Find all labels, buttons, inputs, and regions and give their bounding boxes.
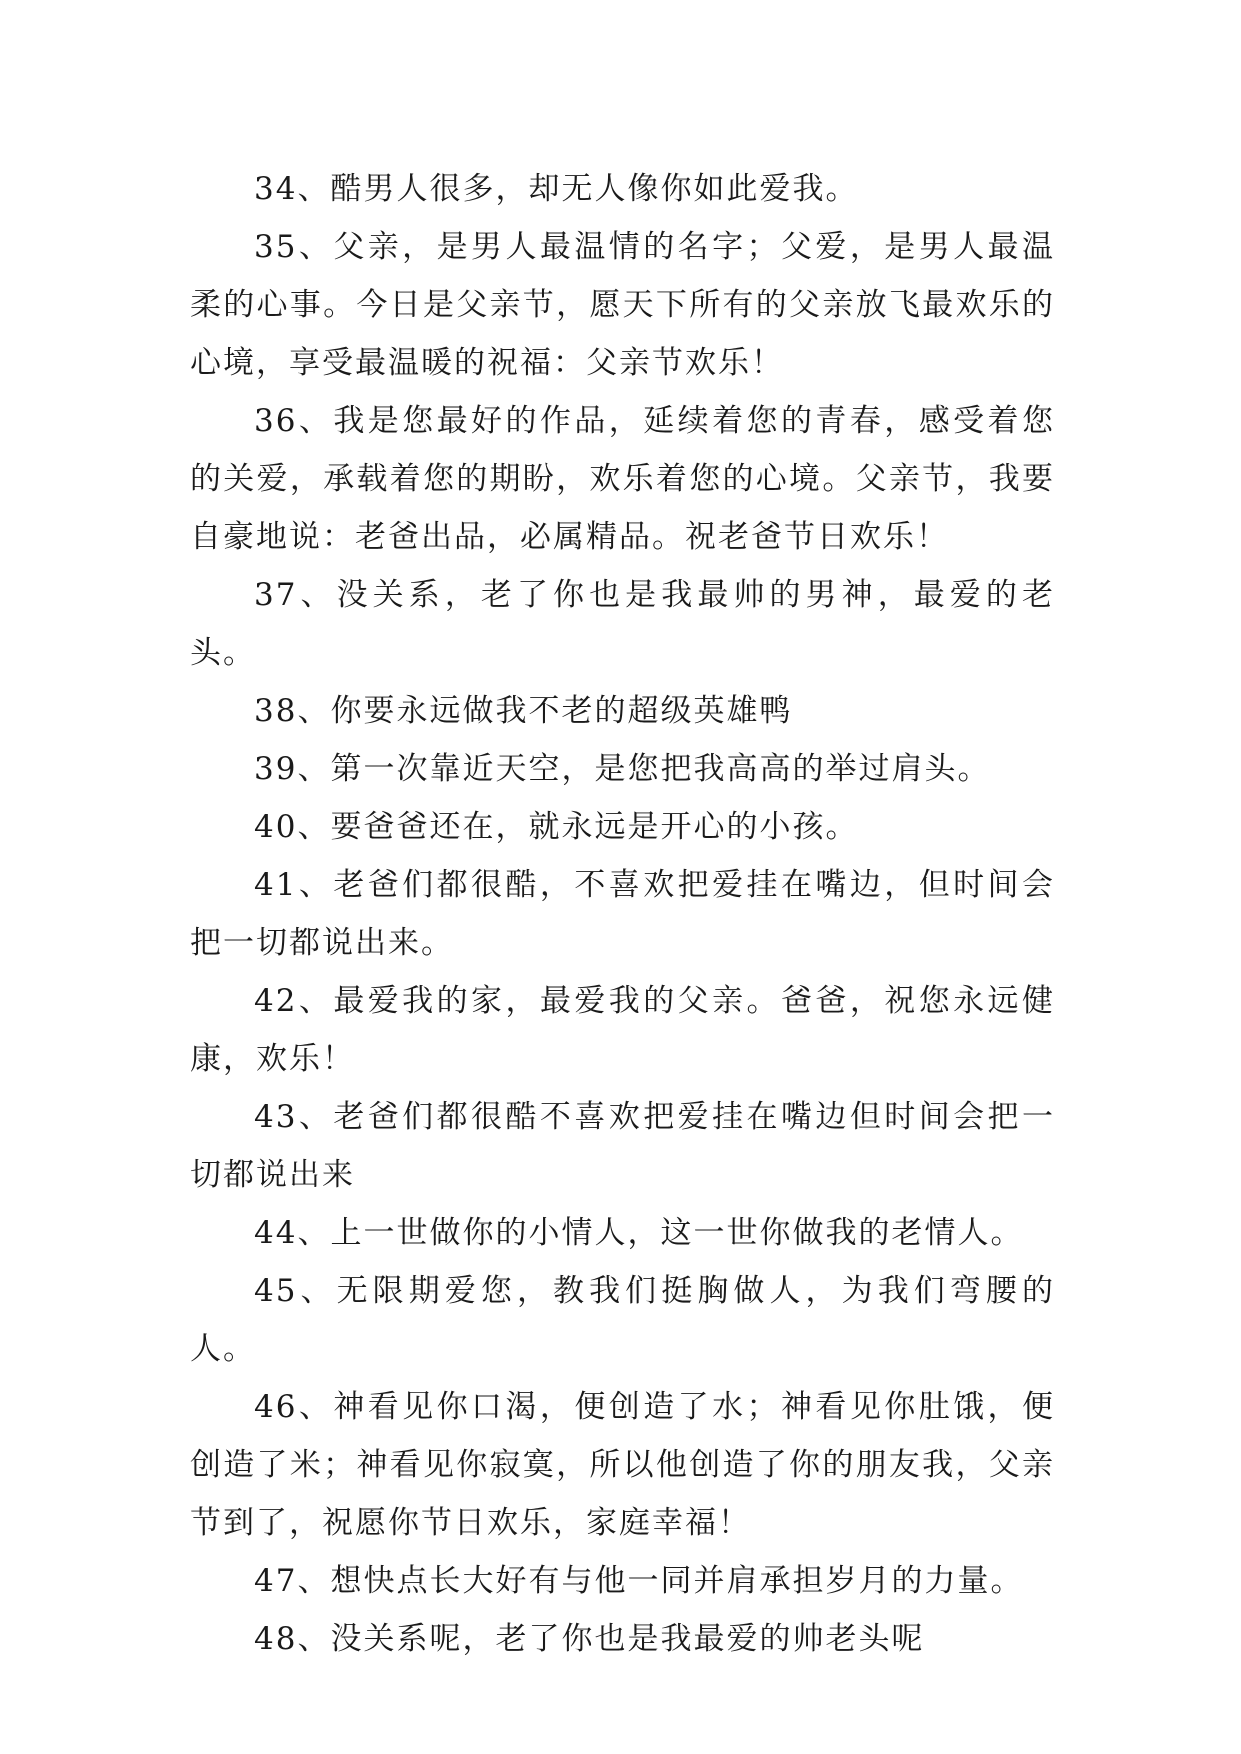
paragraph-38: 38、你要永远做我不老的超级英雄鸭 — [254, 693, 793, 729]
paragraph-36: 36、我是您最好的作品，延续着您的青春，感受着您的关爱，承载着您的期盼，欢乐着您的心境。父亲节，我要自豪地说：老爸出品，必属精品。祝老爸节日欢乐！ — [190, 403, 1055, 555]
paragraph-40: 40、要爸爸还在，就永远是开心的小孩。 — [254, 809, 859, 845]
paragraph-41: 41、老爸们都很酷，不喜欢把爱挂在嘴边，但时间会把一切都说出来。 — [190, 867, 1055, 961]
paragraph-48: 48、没关系呢，老了你也是我最爱的帅老头呢 — [254, 1621, 925, 1657]
paragraph-46: 46、神看见你口渴，便创造了水；神看见你肚饿，便创造了米；神看见你寂寞，所以他创造了你的朋友我，父亲节到了，祝愿你节日欢乐，家庭幸福！ — [190, 1389, 1055, 1541]
paragraph-37: 37、没关系，老了你也是我最帅的男神，最爱的老头。 — [190, 577, 1055, 671]
paragraph-42: 42、最爱我的家，最爱我的父亲。爸爸，祝您永远健康，欢乐！ — [190, 983, 1055, 1077]
paragraph-45: 45、无限期爱您，教我们挺胸做人，为我们弯腰的人。 — [190, 1273, 1055, 1367]
paragraph-34: 34、酷男人很多，却无人像你如此爱我。 — [254, 171, 859, 207]
paragraph-44: 44、上一世做你的小情人，这一世你做我的老情人。 — [254, 1215, 1024, 1251]
paragraph-39: 39、第一次靠近天空，是您把我高高的举过肩头。 — [254, 751, 991, 787]
paragraph-43: 43、老爸们都很酷不喜欢把爱挂在嘴边但时间会把一切都说出来 — [190, 1099, 1055, 1193]
paragraph-47: 47、想快点长大好有与他一同并肩承担岁月的力量。 — [254, 1563, 1024, 1599]
paragraph-35: 35、父亲，是男人最温情的名字；父爱，是男人最温柔的心事。今日是父亲节，愿天下所有的父亲放飞最欢乐的心境，享受最温暖的祝福：父亲节欢乐！ — [190, 229, 1055, 381]
document-body — [190, 160, 1055, 1668]
